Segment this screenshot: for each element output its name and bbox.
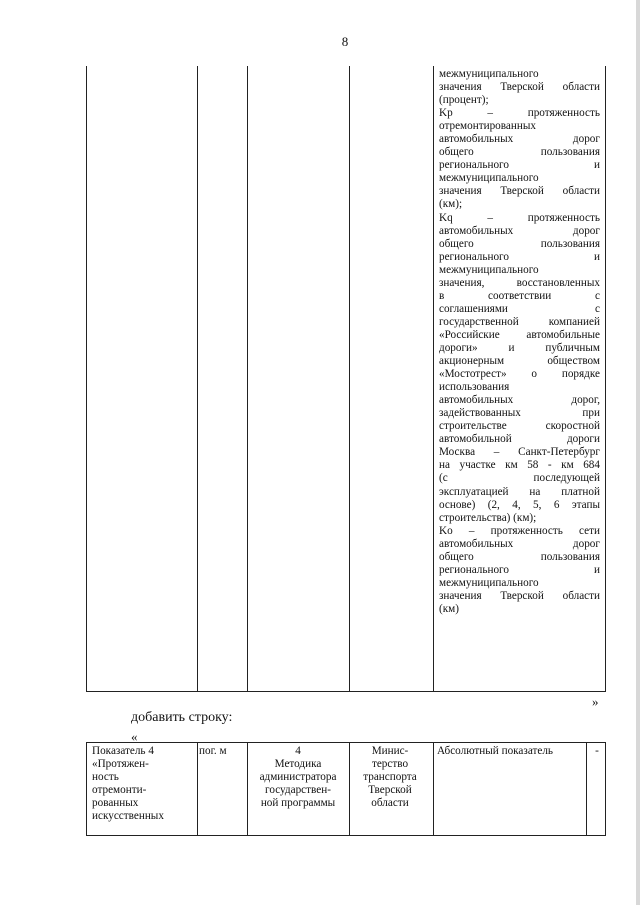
description-line: эксплуатацией на платной [439, 485, 600, 498]
description-line: акционерным обществом [439, 355, 600, 368]
ministry-line: Минис- [371, 745, 409, 757]
description-line: (км) [439, 602, 459, 615]
description-line: автомобильных дорог [439, 224, 600, 237]
add-row-instruction: добавить строку: [131, 710, 233, 725]
description-line: строительства) (км); [439, 511, 537, 524]
indicator-name-line: «Протяжен- [92, 758, 149, 771]
ministry-line: транспорта [363, 771, 417, 784]
description-line: значения, восстановленных [439, 276, 600, 289]
ministry-line: Тверской [368, 784, 412, 797]
description-line: на участке км 58 - км 684 [439, 459, 600, 472]
ministry-line: области [371, 797, 409, 810]
description-line: строительстве скоростной [439, 420, 600, 433]
indicator-name-line: рованных [92, 797, 139, 810]
description-line: основе) (2, 4, 5, 6 этапы [439, 498, 600, 511]
column-divider [349, 743, 350, 835]
scan-edge [636, 0, 640, 905]
description-line: автомобильной дороги [439, 433, 600, 446]
indicator-name-line: Показатель 4 [92, 745, 154, 757]
column-divider [197, 743, 198, 835]
description-line: межмуниципального [439, 263, 539, 276]
description-line: регионального и [439, 250, 600, 263]
continuation-table [86, 66, 606, 692]
new-row-table [86, 742, 606, 836]
description-line: государственной компанией [439, 315, 600, 328]
method-line: ной программы [260, 797, 336, 810]
column-divider [433, 66, 434, 691]
indicator-name-line: отремонти- [92, 784, 147, 797]
column-divider [586, 743, 587, 835]
description-line: Kp – протяженность [439, 107, 600, 120]
description-line: (с последующей [439, 472, 600, 485]
description-line: (км); [439, 198, 463, 211]
description-line: Kq – протяженность [439, 211, 600, 224]
indicator-formula-description [439, 68, 600, 616]
description-line: использования [439, 381, 510, 394]
description-line: общего пользования [439, 146, 600, 159]
indicator-name-line: ность [92, 771, 119, 784]
column-divider [433, 743, 434, 835]
description-line: соглашениями с [439, 302, 600, 315]
ministry-line: терство [371, 758, 409, 771]
description-line: «Мостотрест» о порядке [439, 368, 600, 381]
description-line: (процент); [439, 94, 489, 107]
indicator-name-line: искусственных [92, 810, 164, 823]
column-divider [197, 66, 198, 691]
description-line: значения Тверской области [439, 185, 600, 198]
ministry-cell [353, 745, 427, 810]
description-line: регионального и [439, 563, 600, 576]
description-line: в соответствии с [439, 289, 600, 302]
method-cell [247, 745, 349, 810]
indicator-name-cell [92, 745, 192, 824]
indicator-type-cell: Абсолютный показатель [437, 745, 554, 757]
description-line: автомобильных дорог [439, 133, 600, 146]
description-line: межмуниципального [439, 172, 539, 185]
column-divider [349, 66, 350, 691]
description-line: общего пользования [439, 237, 600, 250]
description-line: Москва – Санкт-Петербург [439, 446, 600, 459]
description-line: автомобильных дорог, [439, 394, 600, 407]
dash-cell: - [595, 745, 599, 757]
method-line: Методика [274, 758, 322, 771]
description-line: задействованных при [439, 407, 600, 420]
column-divider [247, 66, 248, 691]
page-number: 8 [341, 34, 349, 49]
description-line: регионального и [439, 159, 600, 172]
opening-quote: « [131, 729, 138, 744]
description-line: значения Тверской области [439, 589, 600, 602]
closing-quote: » [592, 694, 599, 709]
description-line: «Российские автомобильные [439, 328, 600, 341]
description-line: Ko – протяженность сети [439, 524, 600, 537]
description-line: отремонтированных [439, 120, 536, 133]
method-line: администратора [259, 771, 337, 784]
description-line: значения Тверской области [439, 81, 600, 94]
method-line: государствен- [265, 784, 331, 797]
unit-cell: пог. м [199, 745, 227, 757]
description-line: автомобильных дорог [439, 537, 600, 550]
description-line: межмуниципального [439, 68, 539, 80]
description-line: межмуниципального [439, 576, 539, 589]
description-line: дороги» и публичным [439, 341, 600, 354]
method-line: 4 [295, 745, 301, 757]
description-line: общего пользования [439, 550, 600, 563]
